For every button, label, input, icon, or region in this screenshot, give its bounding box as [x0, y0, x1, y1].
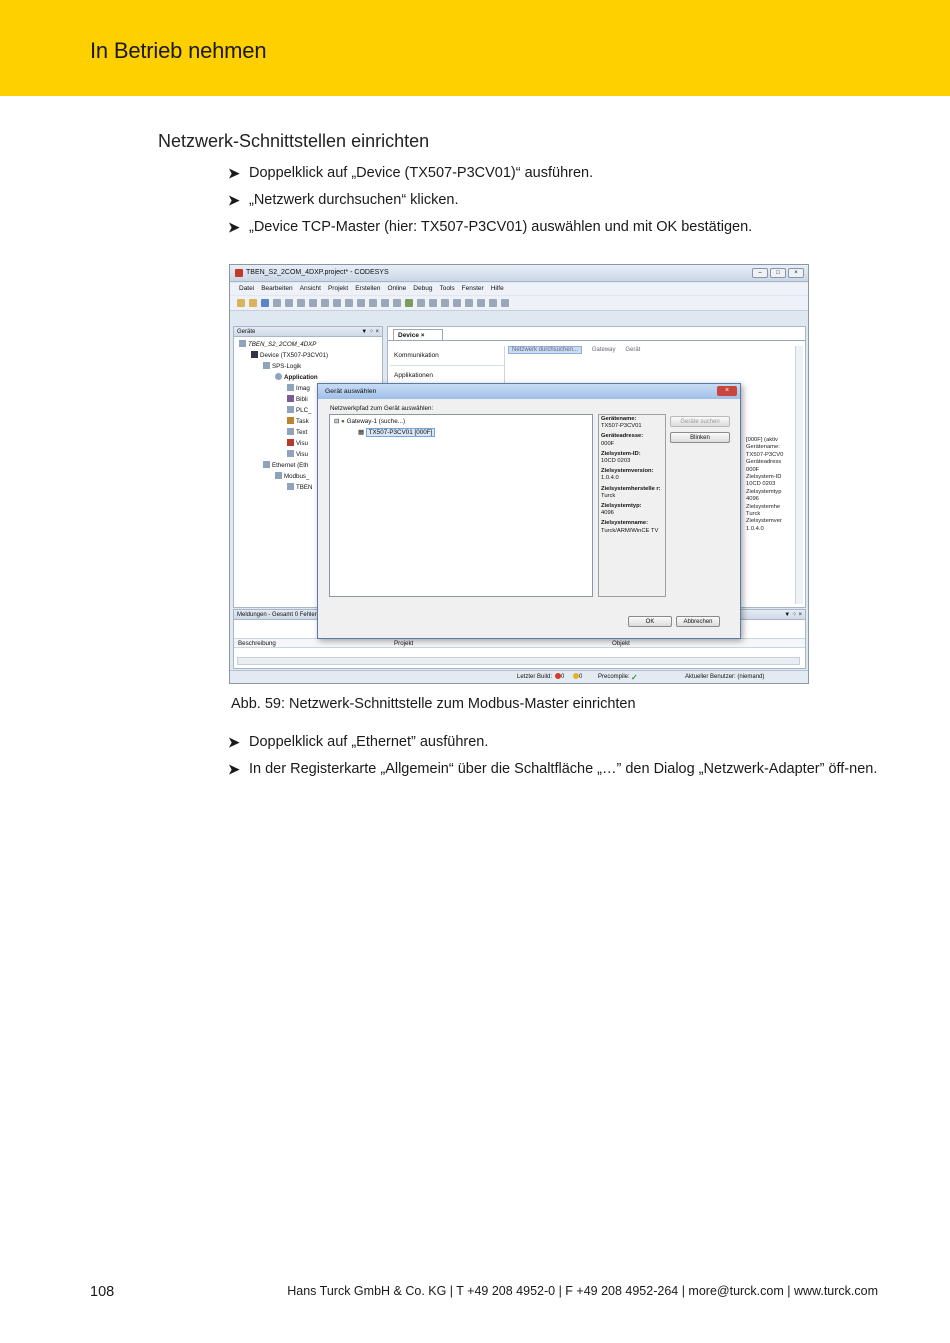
stop-icon[interactable] — [417, 299, 425, 307]
copy-icon[interactable] — [321, 299, 329, 307]
new-file-icon[interactable] — [237, 299, 245, 307]
ethernet-icon — [263, 461, 270, 468]
precompile-label: Precompile: — [598, 674, 630, 680]
scan-network-button[interactable]: Netzwerk durchsuchen... — [508, 346, 582, 354]
menu-fenster[interactable]: Fenster — [461, 285, 484, 292]
chevron-right-icon: ➤ — [228, 165, 240, 181]
text-list-icon — [287, 428, 294, 435]
tree-item-project[interactable]: TBEN_S2_2COM_4DXP — [237, 339, 379, 350]
replace-icon[interactable] — [369, 299, 377, 307]
dialog-label: Netzwerkpfad zum Gerät auswählen: — [330, 405, 434, 412]
tree-item-sps-logik[interactable]: SPS-Logik — [237, 361, 379, 372]
plc-logic-icon — [263, 362, 270, 369]
tree-item-ethernet[interactable]: Ethernet (Eth — [237, 460, 379, 471]
messages-pane-header: Meldungen - Gesamt 0 Fehler ▼ ⁘ × — [234, 610, 805, 620]
select-device-dialog — [317, 383, 741, 639]
slave-device-icon — [287, 483, 294, 490]
device-menu[interactable]: Gerät — [625, 347, 641, 353]
editor-device-info: [000F] (aktiv Gerätename: TX507-P3CV0 Geräteadress 000F Zielsystem-ID 10CD 0203 Zielsystemtyp 4096 Zielsystemhe Turck Zielsystemver 1.0.4.0 — [746, 437, 784, 532]
pane-close-icon[interactable]: ▼ ⁘ × — [361, 329, 379, 335]
chevron-right-icon: ➤ — [228, 192, 240, 208]
figure-caption: Abb. 59: Netzwerk-Schnittstelle zum Modbus-Master einrichten — [231, 696, 636, 712]
tree-item-tben[interactable]: TBEN — [237, 482, 379, 493]
editor-nav-kommunikation[interactable]: Kommunikation — [390, 346, 504, 366]
device-node[interactable]: ▦ TX507-P3CV01 [000F] — [358, 429, 435, 436]
dialog-titlebar: Gerät auswählen × — [318, 384, 740, 399]
tree-item[interactable]: Visu — [237, 449, 379, 460]
gateway-icon: ● — [341, 418, 345, 425]
ok-button[interactable]: OK — [628, 616, 672, 627]
step-over-icon[interactable] — [465, 299, 473, 307]
step-item: ➤ Doppelklick auf „Device (TX507-P3CV01)“ ausführen. — [228, 165, 594, 181]
column-header[interactable]: Objekt — [612, 640, 630, 647]
dialog-close-icon[interactable]: × — [717, 386, 737, 396]
step-item: ➤ In der Registerkarte „Allgemein“ über die Schaltfläche „…” den Dialog „Netzwerk-Adapter” öff-nen. — [228, 761, 878, 777]
tab-divider — [388, 340, 805, 341]
cut-icon[interactable] — [309, 299, 317, 307]
project-icon — [239, 340, 246, 347]
minimize-icon[interactable]: – — [752, 268, 768, 278]
gateway-node[interactable]: ⊟ ● Gateway-1 (suche...) — [334, 418, 406, 425]
tree-item-device[interactable]: Device (TX507-P3CV01) — [237, 350, 379, 361]
current-user: Aktueller Benutzer: (niemand) — [685, 674, 765, 680]
menu-erstellen[interactable]: Erstellen — [355, 285, 381, 292]
reset-icon[interactable] — [429, 299, 437, 307]
tree-item[interactable]: Visu — [237, 438, 379, 449]
network-path-tree — [329, 414, 593, 597]
header-band — [0, 0, 950, 96]
login-icon[interactable] — [393, 299, 401, 307]
codesys-app-icon — [235, 269, 243, 277]
close-icon[interactable]: × — [788, 268, 804, 278]
chevron-right-icon: ➤ — [228, 219, 240, 235]
last-build-label: Letzter Build: — [517, 674, 553, 680]
library-icon — [287, 395, 294, 402]
window-titlebar — [230, 265, 808, 282]
breakpoint-icon[interactable] — [441, 299, 449, 307]
modbus-icon — [275, 472, 282, 479]
device-icon — [251, 351, 258, 358]
gateway-menu[interactable]: Gateway — [591, 347, 616, 353]
menubar — [230, 283, 808, 295]
footer-contact: Hans Turck GmbH & Co. KG | T +49 208 4952-0 | F +49 208 4952-264 | more@turck.com | www.turck.com — [287, 1284, 878, 1298]
options-icon[interactable] — [501, 299, 509, 307]
watch-icon[interactable] — [489, 299, 497, 307]
column-header[interactable]: Projekt — [394, 640, 414, 647]
editor-scrollbar[interactable] — [795, 346, 803, 604]
editor-toolbar — [508, 346, 798, 358]
section-title: Netzwerk-Schnittstellen einrichten — [158, 131, 430, 151]
step-icon[interactable] — [453, 299, 461, 307]
tab-device[interactable]: Device × — [393, 329, 443, 340]
step-item: ➤ „Netzwerk durchsuchen“ klicken. — [228, 192, 459, 208]
redo-icon[interactable] — [297, 299, 305, 307]
statusbar — [230, 670, 808, 683]
menu-projekt[interactable]: Projekt — [327, 285, 349, 292]
window-controls — [752, 268, 804, 278]
menu-online[interactable]: Online — [387, 285, 407, 292]
devices-pane-header: Geräte ▼ ⁘ × — [234, 327, 382, 337]
collapse-icon[interactable]: ⊟ — [334, 418, 340, 425]
image-pool-icon — [287, 384, 294, 391]
tree-item[interactable]: Bibli — [237, 394, 379, 405]
menu-debug[interactable]: Debug — [413, 285, 433, 292]
toolbar — [230, 296, 808, 311]
paste-icon[interactable] — [333, 299, 341, 307]
menu-hilfe[interactable]: Hilfe — [490, 285, 504, 292]
editor-nav-applikationen[interactable]: Applikationen — [390, 366, 504, 386]
chevron-right-icon: ➤ — [228, 761, 240, 777]
header-title: In Betrieb nehmen — [90, 38, 267, 63]
menu-bearbeiten[interactable]: Bearbeiten — [261, 285, 293, 292]
visu-icon — [287, 439, 294, 446]
run-icon[interactable] — [405, 299, 413, 307]
pane-close-icon[interactable]: ▼ ⁘ × — [784, 612, 802, 618]
menu-ansicht[interactable]: Ansicht — [299, 285, 321, 292]
tree-item[interactable]: Text — [237, 427, 379, 438]
chevron-right-icon: ➤ — [228, 734, 240, 750]
application-icon — [275, 373, 282, 380]
error-count: 0 — [555, 671, 561, 684]
tab-close-icon[interactable]: × — [420, 332, 425, 339]
window-title: TBEN_S2_2COM_4DXP.project* - CODESYS — [246, 269, 389, 276]
codesys-screenshot — [229, 264, 809, 684]
step-item: ➤ „Device TCP-Master (hier: TX507-P3CV01) auswählen und mit OK bestätigen. — [228, 219, 753, 235]
check-icon: ✓ — [631, 673, 638, 682]
task-config-icon — [287, 417, 294, 424]
open-folder-icon[interactable] — [249, 299, 257, 307]
device-info-panel: Gerätename: TX507-P3CV01 Geräteadresse: 000F Zielsystem-ID: 10CD 0203 Zielsystemversion: 1.0.4.0 Zielsystemherstelle r: Turck Zielsystemtyp: 4096 Zielsystemname: Turck/ARM/WinCE TV — [598, 414, 666, 597]
tree-item-modbus[interactable]: Modbus_ — [237, 471, 379, 482]
step-item: ➤ Doppelklick auf „Ethernet” ausführen. — [228, 734, 489, 750]
tree-item[interactable]: PLC_ — [237, 405, 379, 416]
maximize-icon[interactable]: □ — [770, 268, 786, 278]
page-number: 108 — [90, 1284, 115, 1300]
menu-datei[interactable]: Datei — [239, 285, 255, 292]
step-out-icon[interactable] — [477, 299, 485, 307]
build-icon[interactable] — [381, 299, 389, 307]
print-icon[interactable] — [273, 299, 281, 307]
steps-list-before — [228, 164, 752, 245]
messages-scrollbar[interactable] — [237, 657, 800, 665]
tree-item-application[interactable]: Application — [237, 372, 379, 383]
messages-columns — [234, 638, 805, 648]
warning-count: 0 — [573, 671, 579, 684]
menu-tools[interactable]: Tools — [439, 285, 455, 292]
delete-icon[interactable] — [345, 299, 353, 307]
visu-icon — [287, 450, 294, 457]
save-icon[interactable] — [261, 299, 269, 307]
plc-prg-icon — [287, 406, 294, 413]
find-icon[interactable] — [357, 299, 365, 307]
tree-item[interactable]: Imag — [237, 383, 379, 394]
search-devices-button[interactable]: Geräte suchen — [670, 416, 730, 427]
tree-item[interactable]: Task — [237, 416, 379, 427]
undo-icon[interactable] — [285, 299, 293, 307]
cancel-button[interactable]: Abbrechen — [676, 616, 720, 627]
blink-button[interactable]: Blinken — [670, 432, 730, 443]
steps-list-after — [228, 733, 878, 787]
device-icon: ▦ — [358, 429, 364, 436]
column-header[interactable]: Beschreibung — [238, 640, 276, 647]
